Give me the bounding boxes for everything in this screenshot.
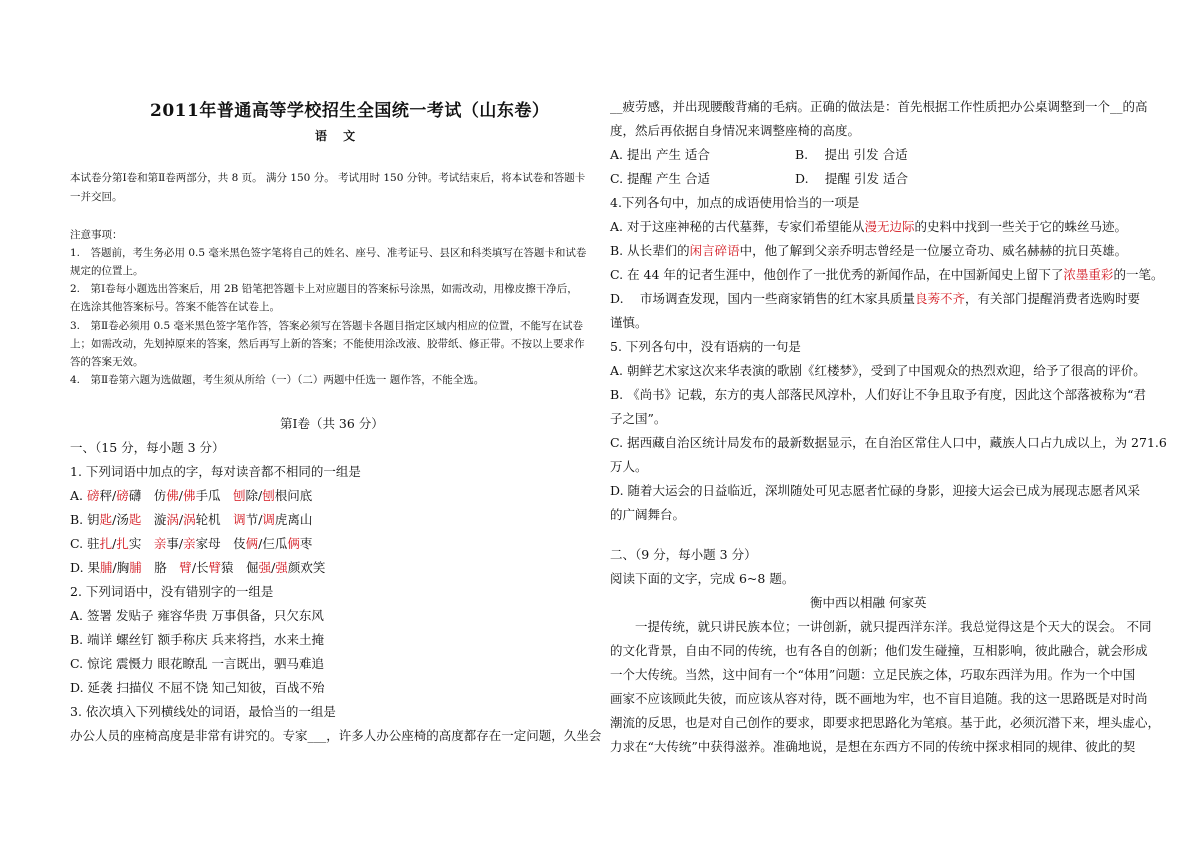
q4-option-a-text: A. 对于这座神秘的古代墓葬，专家们希望能从 xyxy=(610,219,865,234)
q4-option-d-text: ，有关部门提醒消费者选购时要 xyxy=(965,291,1141,306)
q1-option-text: 家母 伎 xyxy=(195,536,246,551)
q1-option-marked-text: 俩 xyxy=(245,536,259,551)
q1-option-marked-text: 扎 xyxy=(116,536,129,551)
q4-option-b-text: 中，他了解到父亲乔明志曾经是一位屡立奇功、威名赫赫的抗日英雄。 xyxy=(739,243,1128,258)
q5-option-d: D. 随着大运会的日益临近，深圳随处可见志愿者忙碌的身影，迎接大运会已成为展现志愿者风采 xyxy=(610,483,1141,498)
note-4: 4. 第Ⅱ卷第六题为选做题，考生须从所给（一）（二）两题中任选一 题作答，不能全选。 xyxy=(70,374,485,386)
note-3-line-3: 答的答案无效。 xyxy=(70,356,144,368)
article-line-5: 潮流的反思，也是对自己创作的要求，即要求把思路化为笔痕。基于此，必须沉潜下来，埋头虚心， xyxy=(610,715,1161,730)
q1-option-marked-text: 强 xyxy=(258,560,272,575)
note-3-line-1: 3. 第Ⅱ卷必须用 0.5 毫米黑色签字笔作答，答案必须写在答题卡各题目指定区域内相应的位置，不能写在试卷 xyxy=(70,320,584,332)
q1-option-marked-text: 刨 xyxy=(262,488,275,503)
q1-option-text: 节/ xyxy=(245,512,263,527)
q1-option-text: 礴 仿 xyxy=(128,488,167,503)
q5-option-c-cont: 万人。 xyxy=(610,459,648,474)
q1-option-b xyxy=(70,510,312,528)
q1-option-text: 虎离山 xyxy=(274,512,313,527)
article-line-4: 画家不应该顾此失彼，而应该从容对待，既不画地为牢，也不盲目追随。我的这一思路既是对时尚 xyxy=(610,691,1148,706)
q1-option-d xyxy=(70,558,325,576)
q3-option-a: A. 提出 产生 适合 xyxy=(610,147,710,162)
q1-option-c xyxy=(70,534,312,552)
q1-option-marked-text: 扎 xyxy=(99,536,113,551)
q1-option-text: 手瓜 xyxy=(195,488,234,503)
question-5: 5. 下列各句中，没有语病的一句是 xyxy=(610,339,801,354)
q1-option-text: 根问底 xyxy=(274,488,313,503)
q1-option-marked-text: 匙 xyxy=(128,512,142,527)
q1-option-marked-text: 磅 xyxy=(116,488,129,503)
q5-option-a: A. 朝鲜艺术家这次来华表演的歌剧《红楼梦》，受到了中国观众的热烈欢迎，给予了很高的评价。 xyxy=(610,363,1146,378)
page-title: 2011年普通高等学校招生全国统一考试（山东卷） xyxy=(150,101,550,121)
q1-option-text: 漩 xyxy=(141,512,167,527)
q3-option-c: C. 提醒 产生 合适 xyxy=(610,171,711,186)
q1-option-text: 除/ xyxy=(245,488,263,503)
q4-option-d-cont: 谨慎。 xyxy=(610,315,648,330)
q1-option-text: 胳 xyxy=(141,560,180,575)
q4-option-a xyxy=(610,217,1127,235)
q4-option-b-text: B. 从长辈们的 xyxy=(610,243,690,258)
q1-option-text: / xyxy=(178,488,183,503)
intro-line-2: 一并交回。 xyxy=(70,191,123,203)
q1-option-marked-text: 匙 xyxy=(99,512,113,527)
q1-option-text: 颜欢笑 xyxy=(287,560,326,575)
q5-option-d-cont: 的广阔舞台。 xyxy=(610,507,686,522)
q4-option-a-text: 的史料中找到一些关于它的蛛丝马迹。 xyxy=(914,219,1128,234)
reading-instruction: 阅读下面的文字，完成 6~8 题。 xyxy=(610,571,795,586)
subject-title: 语 文 xyxy=(315,129,362,143)
q5-option-b-cont: 子之国”。 xyxy=(610,411,667,426)
q1-option-text: 秤/ xyxy=(99,488,117,503)
q3-continued-1: __疲劳感，并出现腰酸背痛的毛病。正确的做法是：首先根据工作性质把办公桌调整到一个__的高 xyxy=(610,99,1148,114)
q1-option-text: / xyxy=(178,512,184,527)
q1-option-marked-text: 亲 xyxy=(153,536,167,551)
q1-option-marked-text: 臂 xyxy=(208,560,222,575)
note-3-line-2: 上；如需改动，先划掉原来的答案，然后再写上新的答案；不能使用涂改液、胶带纸、修正带。不按以上要求作 xyxy=(70,338,585,350)
q1-option-marked-text: 涡 xyxy=(166,512,179,527)
q1-option-text: /仨瓜 xyxy=(258,536,288,551)
q1-option-text: B. 钥 xyxy=(70,512,100,527)
note-1-line-2: 规定的位置上。 xyxy=(70,265,144,277)
notes-heading: 注意事项： xyxy=(70,229,123,241)
q1-option-marked-text: 调 xyxy=(262,512,275,527)
question-4: 4.下列各句中，加点的成语使用恰当的一项是 xyxy=(610,195,860,210)
q1-option-text: / xyxy=(271,560,276,575)
q4-option-c xyxy=(610,265,1163,283)
article-line-2: 的文化背景，自由不同的传统，也有各自的创新；他们发生碰撞，互相影响，彼此融合，就会形成 xyxy=(610,643,1148,658)
note-2-line-1: 2. 第Ⅰ卷每小题选出答案后，用 2B 铅笔把答题卡上对应题目的答案标号涂黑，如需改动，用橡皮擦干净后， xyxy=(70,283,578,295)
q1-option-marked-text: 佛 xyxy=(182,488,196,503)
q1-option-text: /胸 xyxy=(112,560,130,575)
q1-option-text: 轮机 xyxy=(195,512,234,527)
q4-option-b xyxy=(610,241,1127,259)
section-2-heading: 二、（9 分，每小题 3 分） xyxy=(610,547,757,562)
q3-option-b: B. 提出 引发 合适 xyxy=(795,147,908,162)
q5-option-b: B. 《尚书》记载，东方的夷人部落民风淳朴，人们好让不争且取予有度，因此这个部落被称为“君 xyxy=(610,387,1147,402)
q3-continued-2: 度，然后再依据自身情况来调整座椅的高度。 xyxy=(610,123,861,138)
q1-option-text: 事/ xyxy=(166,536,184,551)
q5-option-c: C. 据西藏自治区统计局发布的最新数据显示，在自治区常住人口中，藏族人口占九成以上，为 271.6 xyxy=(610,435,1167,450)
q4-option-d-text: D. 市场调查发现，国内一些商家销售的红木家具质量 xyxy=(610,291,916,306)
q1-option-marked-text: 强 xyxy=(275,560,288,575)
q4-option-c-text: 的一笔。 xyxy=(1113,267,1164,282)
q1-option-text: /汤 xyxy=(112,512,129,527)
note-2-line-2: 在选涂其他答案标号。答案不能答在试卷上。 xyxy=(70,301,280,313)
q1-option-marked-text: 俩 xyxy=(287,536,300,551)
intro-line-1: 本试卷分第Ⅰ卷和第Ⅱ卷两部分，共 8 页。 满分 150 分。 考试用时 150 分钟。考试结束后，将本试卷和答题卡 xyxy=(70,172,586,184)
question-1: 1. 下列词语中加点的字，每对读音都不相同的一组是 xyxy=(70,464,361,479)
question-3-text: 办公人员的座椅高度是非常有讲究的。专家___，许多人办公座椅的高度都存在一定问题，久坐会 xyxy=(70,728,602,743)
q3-option-d: D. 提醒 引发 适合 xyxy=(795,171,908,186)
article-line-3: 一个大传统。当然，这中间有一个“体用”问题：立足民族之体，巧取东西洋为用。作为一个中国 xyxy=(610,667,1136,682)
q1-option-marked-text: 脯 xyxy=(100,560,113,575)
q1-option-marked-text: 亲 xyxy=(183,536,196,551)
q4-option-c-text: C. 在 44 年的记者生涯中，他创作了一批优秀的新闻作品，在中国新闻史上留下了 xyxy=(610,267,1064,282)
note-1-line-1: 1. 答题前，考生务必用 0.5 毫米黑色签字笔将自己的姓名、座号、准考证号、县区和科类填写在答题卡和试卷 xyxy=(70,247,587,259)
q2-option-c: C. 惊诧 震慑力 眼花瞭乱 一言既出，驷马难追 xyxy=(70,656,324,671)
article-line-1: 一提传统，就只讲民族本位；一讲创新，就只提西洋东洋。我总觉得这是个天大的误会。 不同 xyxy=(610,619,1152,634)
q4-option-d xyxy=(610,289,1140,307)
q4-option-d-marked-text: 良莠不齐 xyxy=(915,291,966,306)
q1-option-marked-text: 磅 xyxy=(86,488,100,503)
q1-option-text: 猿 倔 xyxy=(221,560,259,575)
q1-option-text: / xyxy=(112,536,117,551)
q4-option-b-marked-text: 闲言碎语 xyxy=(689,243,740,258)
q1-option-marked-text: 臂 xyxy=(179,560,192,575)
article-title: 衡中西以相融 何家英 xyxy=(810,595,927,610)
article-line-6: 力求在“大传统”中获得滋养。准确地说，是想在东西方不同的传统中探求相同的规律、彼此的契 xyxy=(610,739,1136,754)
q1-option-text: A. xyxy=(70,488,87,503)
q1-option-marked-text: 脯 xyxy=(129,560,142,575)
q1-option-marked-text: 调 xyxy=(233,512,246,527)
q1-option-marked-text: 刨 xyxy=(233,488,246,503)
q2-option-b: B. 端详 螺丝钉 额手称庆 兵来将挡，水来土掩 xyxy=(70,632,325,647)
part-1-heading: 第Ⅰ卷（共 36 分） xyxy=(280,416,384,431)
q4-option-a-marked-text: 漫无边际 xyxy=(864,219,915,234)
q1-option-marked-text: 涡 xyxy=(183,512,196,527)
q2-option-d: D. 延袭 扫描仪 不屈不饶 知己知彼，百战不殆 xyxy=(70,680,325,695)
question-3: 3. 依次填入下列横线处的词语，最恰当的一组是 xyxy=(70,704,336,719)
q1-option-a xyxy=(70,486,312,504)
section-1-heading: 一、（15 分，每小题 3 分） xyxy=(70,440,225,455)
q1-option-text: 实 xyxy=(128,536,154,551)
q1-option-text: D. 果 xyxy=(70,560,101,575)
q4-option-c-marked-text: 浓墨重彩 xyxy=(1063,267,1114,282)
q1-option-text: C. 驻 xyxy=(70,536,100,551)
q1-option-marked-text: 佛 xyxy=(166,488,179,503)
q1-option-text: 枣 xyxy=(299,536,313,551)
q2-option-a: A. 签署 发贴子 雍容华贵 万事俱备，只欠东风 xyxy=(70,608,324,623)
q1-option-text: /长 xyxy=(191,560,209,575)
question-2: 2. 下列词语中，没有错别字的一组是 xyxy=(70,584,274,599)
